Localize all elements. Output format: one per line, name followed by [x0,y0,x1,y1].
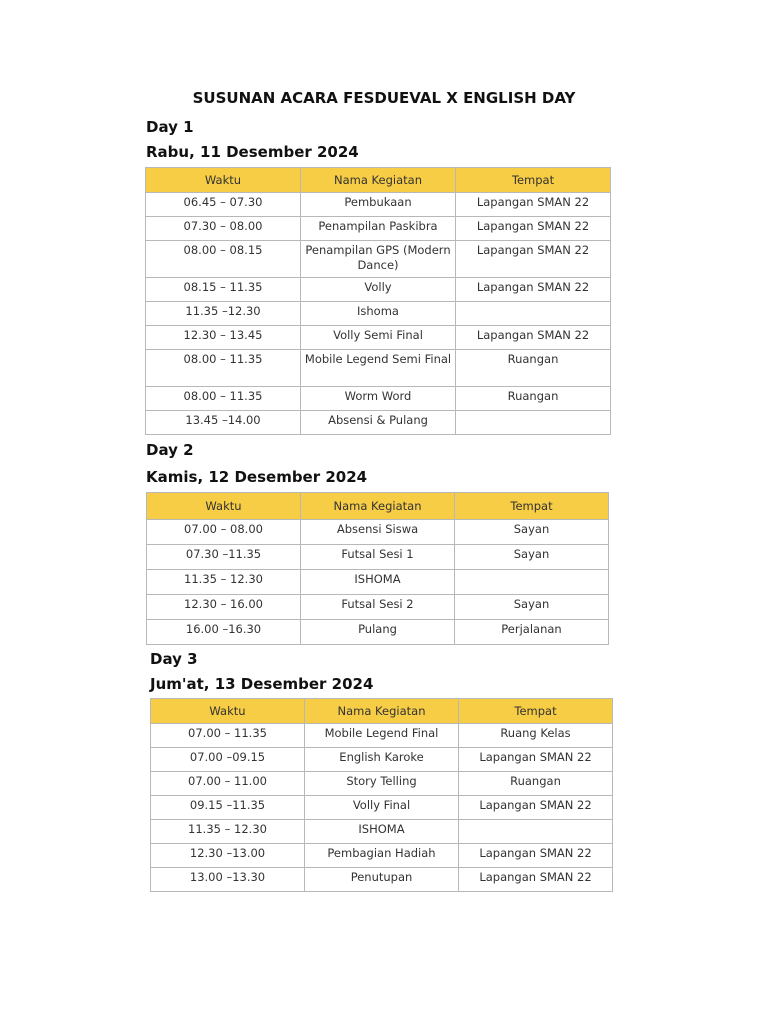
cell-waktu: 07.00 – 08.00 [147,520,301,545]
cell-kegiatan: Penampilan GPS (Modern Dance) [301,241,456,278]
header-nama-kegiatan: Nama Kegiatan [305,699,459,724]
cell-tempat: Lapangan SMAN 22 [459,796,613,820]
cell-waktu: 11.35 – 12.30 [151,820,305,844]
cell-waktu: 12.30 –13.00 [151,844,305,868]
table-row [146,387,611,411]
cell-tempat: Lapangan SMAN 22 [456,217,611,241]
page-title: SUSUNAN ACARA FESDUEVAL X ENGLISH DAY [192,89,576,107]
cell-waktu: 09.15 –11.35 [151,796,305,820]
header-waktu: Waktu [146,168,301,193]
table-row [151,724,613,748]
table-row [146,350,611,387]
cell-kegiatan: Penutupan [305,868,459,892]
cell-kegiatan: Futsal Sesi 1 [301,545,455,570]
table-row [151,844,613,868]
cell-waktu: 06.45 – 07.30 [146,193,301,217]
table-row [146,326,611,350]
table-row [147,620,609,645]
cell-waktu: 08.00 – 11.35 [146,387,301,411]
header-tempat: Tempat [459,699,613,724]
cell-waktu: 13.00 –13.30 [151,868,305,892]
cell-tempat: Lapangan SMAN 22 [456,193,611,217]
table-row [147,545,609,570]
day-1-label: Day 1 [146,118,194,136]
cell-kegiatan: English Karoke [305,748,459,772]
cell-kegiatan: Penampilan Paskibra [301,217,456,241]
cell-kegiatan: ISHOMA [305,820,459,844]
cell-tempat: Lapangan SMAN 22 [459,868,613,892]
cell-kegiatan: Volly [301,278,456,302]
cell-waktu: 07.00 – 11.35 [151,724,305,748]
cell-waktu: 08.15 – 11.35 [146,278,301,302]
header-nama-kegiatan: Nama Kegiatan [301,168,456,193]
cell-tempat: Ruangan [456,387,611,411]
table-row [146,217,611,241]
table-row [146,411,611,435]
header-tempat: Tempat [455,493,609,520]
day-3-label: Day 3 [150,650,198,668]
cell-kegiatan: Futsal Sesi 2 [301,595,455,620]
cell-waktu: 07.00 –09.15 [151,748,305,772]
table-row [151,796,613,820]
cell-kegiatan: ISHOMA [301,570,455,595]
cell-tempat: Ruangan [459,772,613,796]
table-row [151,820,613,844]
cell-tempat: Lapangan SMAN 22 [456,278,611,302]
cell-tempat [456,302,611,326]
day-1-table [145,167,611,435]
table-row [146,302,611,326]
cell-tempat: Sayan [455,520,609,545]
cell-kegiatan: Volly Semi Final [301,326,456,350]
cell-waktu: 07.30 –11.35 [147,545,301,570]
cell-kegiatan: Pembukaan [301,193,456,217]
table-header-row [147,493,609,520]
cell-waktu: 11.35 –12.30 [146,302,301,326]
day-3-table [150,698,613,892]
cell-waktu: 16.00 –16.30 [147,620,301,645]
day-2-date: Kamis, 12 Desember 2024 [146,468,368,486]
cell-tempat: Lapangan SMAN 22 [459,748,613,772]
cell-tempat: Lapangan SMAN 22 [456,326,611,350]
cell-waktu: 08.00 – 08.15 [146,241,301,278]
day-1-date: Rabu, 11 Desember 2024 [146,143,359,161]
header-waktu: Waktu [147,493,301,520]
cell-tempat: Sayan [455,595,609,620]
cell-kegiatan: Ishoma [301,302,456,326]
cell-waktu: 07.30 – 08.00 [146,217,301,241]
table-row [146,278,611,302]
cell-kegiatan: Absensi Siswa [301,520,455,545]
cell-waktu: 13.45 –14.00 [146,411,301,435]
table-row [151,868,613,892]
cell-tempat: Sayan [455,545,609,570]
cell-kegiatan: Pembagian Hadiah [305,844,459,868]
cell-kegiatan: Mobile Legend Semi Final [301,350,456,387]
cell-waktu: 07.00 – 11.00 [151,772,305,796]
cell-kegiatan: Absensi & Pulang [301,411,456,435]
cell-tempat: Ruang Kelas [459,724,613,748]
header-nama-kegiatan: Nama Kegiatan [301,493,455,520]
table-row [151,748,613,772]
cell-kegiatan: Mobile Legend Final [305,724,459,748]
cell-waktu: 12.30 – 13.45 [146,326,301,350]
cell-waktu: 12.30 – 16.00 [147,595,301,620]
table-header-row [146,168,611,193]
cell-kegiatan: Pulang [301,620,455,645]
cell-tempat [455,570,609,595]
cell-kegiatan: Volly Final [305,796,459,820]
table-row [147,570,609,595]
table-row [147,595,609,620]
cell-waktu: 08.00 – 11.35 [146,350,301,387]
table-header-row [151,699,613,724]
table-row [147,520,609,545]
header-waktu: Waktu [151,699,305,724]
cell-waktu: 11.35 – 12.30 [147,570,301,595]
header-tempat: Tempat [456,168,611,193]
cell-kegiatan: Worm Word [301,387,456,411]
table-row [146,193,611,217]
day-3-date: Jum'at, 13 Desember 2024 [150,675,374,693]
day-2-table [146,492,609,645]
cell-tempat: Ruangan [456,350,611,387]
cell-tempat [459,820,613,844]
cell-tempat [456,411,611,435]
day-2-label: Day 2 [146,441,194,459]
cell-tempat: Lapangan SMAN 22 [459,844,613,868]
cell-tempat: Perjalanan [455,620,609,645]
cell-tempat: Lapangan SMAN 22 [456,241,611,278]
table-row [151,772,613,796]
table-row [146,241,611,278]
cell-kegiatan: Story Telling [305,772,459,796]
